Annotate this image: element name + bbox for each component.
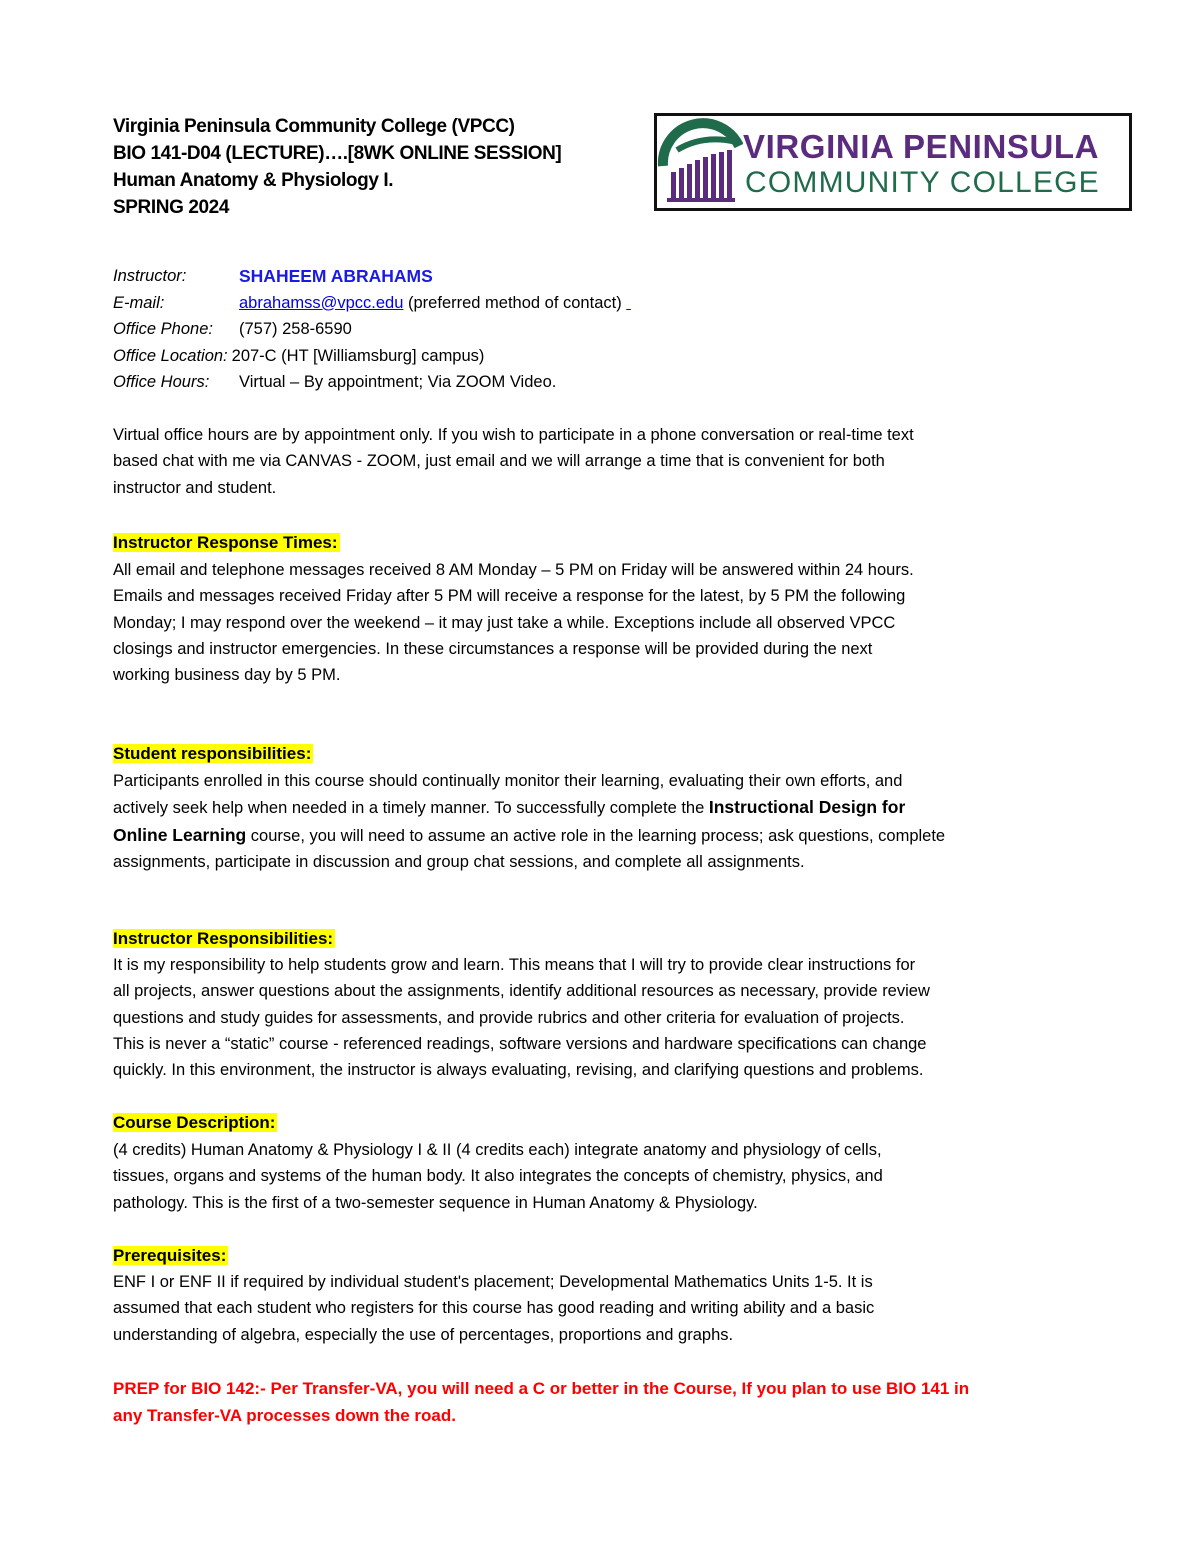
phone-value: (757) 258-6590 [239, 320, 352, 338]
prerequisites-body: ENF I or ENF II if required by individual student's placement; Developmental Mathematics Units 1-5. It is assumed that each student who registers for this course has good reading and writing ability and a basic understanding of algebra, especially the use of percentages, proportions and graphs. [113, 1273, 875, 1344]
prep-note: PREP for BIO 142:- Per Transfer-VA, you will need a C or better in the Course, If you plan to use BIO 141 in any Transfer-VA processes down the road. [113, 1379, 970, 1425]
course-description-heading: Course Description: [113, 1113, 276, 1132]
instructor-responsibilities-heading: Instructor Responsibilities: [113, 929, 334, 948]
course-name-bold-2: Online Learning [113, 824, 247, 845]
course-name-bold-1: Instructional Design for [708, 797, 906, 818]
email-row [113, 290, 634, 317]
student-responsibilities-heading: Student responsibilities: [113, 744, 312, 763]
trailing-link[interactable] [626, 290, 634, 317]
location-row [113, 343, 634, 370]
virtual-hours-paragraph: Virtual office hours are by appointment only. If you wish to participate in a phone conversation or real-time text based chat with me via CANVAS - ZOOM, just email and we will arrange a time that is convenient for both instructor and student. [113, 426, 914, 497]
email-note: (preferred method of contact) [408, 293, 622, 312]
college-emblem-icon [657, 116, 743, 208]
course-header [113, 113, 561, 221]
course-title: Human Anatomy & Physiology I. [113, 170, 394, 191]
hours-value: Virtual – By appointment; Via ZOOM Video. [239, 373, 557, 391]
instructor-label: Instructor: [113, 267, 187, 285]
instructor-row [113, 263, 634, 290]
email-link[interactable]: abrahamss@vpcc.edu [239, 293, 404, 312]
prerequisites-heading: Prerequisites: [113, 1246, 227, 1265]
college-name: Virginia Peninsula Community College (VPCC) [113, 116, 515, 137]
contact-info [113, 263, 634, 396]
email-label: E-mail: [113, 293, 165, 312]
location-label: Office Location: [113, 346, 228, 365]
logo-text-line1: VIRGINIA PENINSULA [743, 128, 1100, 165]
student-responsibilities-body: Participants enrolled in this course should continually monitor their learning, evaluating their own efforts, and actively seek help when needed in a timely manner. To successfully complete the Instructional Design for Online Learning course, you will need to assume an active role in the learning process; ask questions, complete assignments, participate in discussion and group chat sessions, and complete all assignments. [113, 772, 946, 871]
course-code: BIO 141-D04 (LECTURE)….[8WK ONLINE SESSION] [113, 143, 562, 164]
course-description-body: (4 credits) Human Anatomy & Physiology I & II (4 credits each) integrate anatomy and physiology of cells, tissues, organs and systems of the human body. It also integrates the concepts of chemistry, physics, and pathology. This is the first of a two-semester sequence in Human Anatomy & Physiology. [113, 1141, 883, 1212]
instructor-name: SHAHEEM ABRAHAMS [239, 266, 433, 286]
college-logo [654, 113, 1132, 211]
location-value: 207-C (HT [Williamsburg] campus) [231, 346, 485, 365]
phone-label: Office Phone: [113, 320, 213, 338]
hours-label: Office Hours: [113, 373, 210, 391]
response-times-heading: Instructor Response Times: [113, 533, 338, 552]
term: SPRING 2024 [113, 197, 229, 218]
phone-row [113, 316, 634, 343]
response-times-body: All email and telephone messages received 8 AM Monday – 5 PM on Friday will be answered within 24 hours. Emails and messages received Friday after 5 PM will receive a response for the latest, by 5 PM the following Monday; I may respond over the weekend – it may just take a while. Exceptions include all observed VPCC closings and instructor emergencies. In these circumstances a response will be provided during the next working business day by 5 PM. [113, 561, 914, 685]
hours-row [113, 369, 634, 396]
logo-text-line2: COMMUNITY COLLEGE [745, 166, 1100, 199]
instructor-responsibilities-body: It is my responsibility to help students grow and learn. This means that I will try to provide clear instructions for all projects, answer questions about the assignments, identify additional resources as necessary, provide review questions and study guides for assessments, and provide rubrics and other criteria for evaluation of projects. This is never a “static” course - referenced readings, software versions and hardware specifications can change quickly. In this environment, the instructor is always evaluating, revising, and clarifying questions and problems. [113, 956, 930, 1080]
